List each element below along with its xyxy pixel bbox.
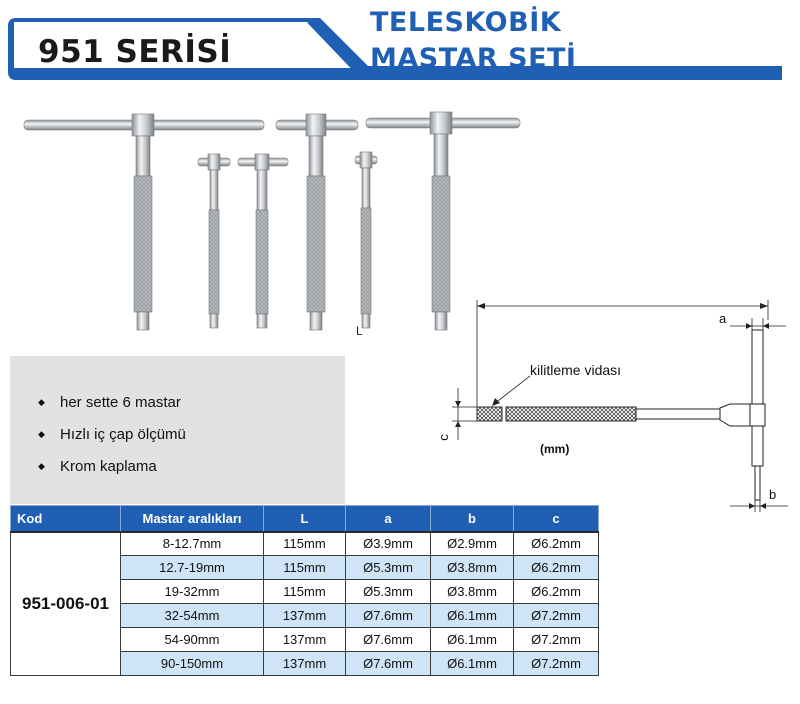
feature-text: Krom kaplama: [60, 457, 157, 475]
L-cell: 137mm: [264, 652, 346, 676]
range-cell: 19-32mm: [121, 580, 264, 604]
b-cell: Ø6.1mm: [431, 628, 514, 652]
table-header-row: [11, 506, 599, 532]
c-cell: Ø6.2mm: [514, 556, 599, 580]
series-title: 951 SERİSİ: [38, 34, 232, 70]
a-cell: Ø3.9mm: [346, 532, 431, 556]
feature-item: [38, 386, 345, 418]
header-a: a: [346, 506, 431, 532]
a-cell: Ø7.6mm: [346, 652, 431, 676]
gauge-4: [276, 114, 358, 330]
a-cell: Ø7.6mm: [346, 628, 431, 652]
range-cell: 8-12.7mm: [121, 532, 264, 556]
a-cell: Ø5.3mm: [346, 580, 431, 604]
L-cell: 115mm: [264, 556, 346, 580]
b-cell: Ø3.8mm: [431, 580, 514, 604]
header-L: L: [264, 506, 346, 532]
product-code: 951-006-01: [11, 532, 121, 676]
c-cell: Ø6.2mm: [514, 532, 599, 556]
features-panel: [10, 356, 345, 504]
b-cell: Ø6.1mm: [431, 604, 514, 628]
header-c: c: [514, 506, 599, 532]
feature-item: [38, 418, 345, 450]
gauge-2: [198, 154, 230, 328]
L-cell: 137mm: [264, 604, 346, 628]
feature-text: Hızlı iç çap ölçümü: [60, 425, 186, 443]
header-kod: Kod: [11, 506, 121, 532]
c-cell: Ø7.2mm: [514, 604, 599, 628]
dimension-b-label: b: [769, 487, 777, 502]
product-title-line1: TELESKOBİK: [370, 7, 562, 38]
b-cell: Ø3.8mm: [431, 556, 514, 580]
product-title-line2: MASTAR SETİ: [370, 43, 577, 74]
diamond-bullet-icon: ◆: [38, 428, 45, 439]
table-row: [11, 532, 599, 556]
feature-item: [38, 450, 345, 482]
range-cell: 12.7-19mm: [121, 556, 264, 580]
header-b: b: [431, 506, 514, 532]
L-cell: 115mm: [264, 580, 346, 604]
range-cell: 90-150mm: [121, 652, 264, 676]
b-cell: Ø2.9mm: [431, 532, 514, 556]
technical-diagram: [430, 290, 800, 520]
photo-label-L: L: [356, 324, 363, 338]
gauge-5: [355, 152, 377, 328]
c-cell: Ø6.2mm: [514, 580, 599, 604]
c-cell: Ø7.2mm: [514, 652, 599, 676]
diagram-drawing: [430, 290, 800, 520]
diamond-bullet-icon: ◆: [38, 396, 45, 407]
a-cell: Ø5.3mm: [346, 556, 431, 580]
header-range: Mastar aralıkları: [121, 506, 264, 532]
features-list: [10, 356, 345, 482]
c-cell: Ø7.2mm: [514, 628, 599, 652]
spec-table: [10, 505, 599, 676]
diamond-bullet-icon: ◆: [38, 460, 45, 471]
L-cell: 137mm: [264, 628, 346, 652]
range-cell: 32-54mm: [121, 604, 264, 628]
locking-screw-label: kilitleme vidası: [530, 362, 622, 378]
b-cell: Ø6.1mm: [431, 652, 514, 676]
feature-text: her sette 6 mastar: [60, 393, 181, 411]
dimension-c-label: c: [435, 434, 451, 441]
range-cell: 54-90mm: [121, 628, 264, 652]
L-cell: 115mm: [264, 532, 346, 556]
gauge-3: [238, 154, 288, 328]
unit-label: (mm): [540, 442, 570, 456]
a-cell: Ø7.6mm: [346, 604, 431, 628]
dimension-a-label: a: [719, 311, 727, 326]
gauge-1: [24, 114, 264, 330]
